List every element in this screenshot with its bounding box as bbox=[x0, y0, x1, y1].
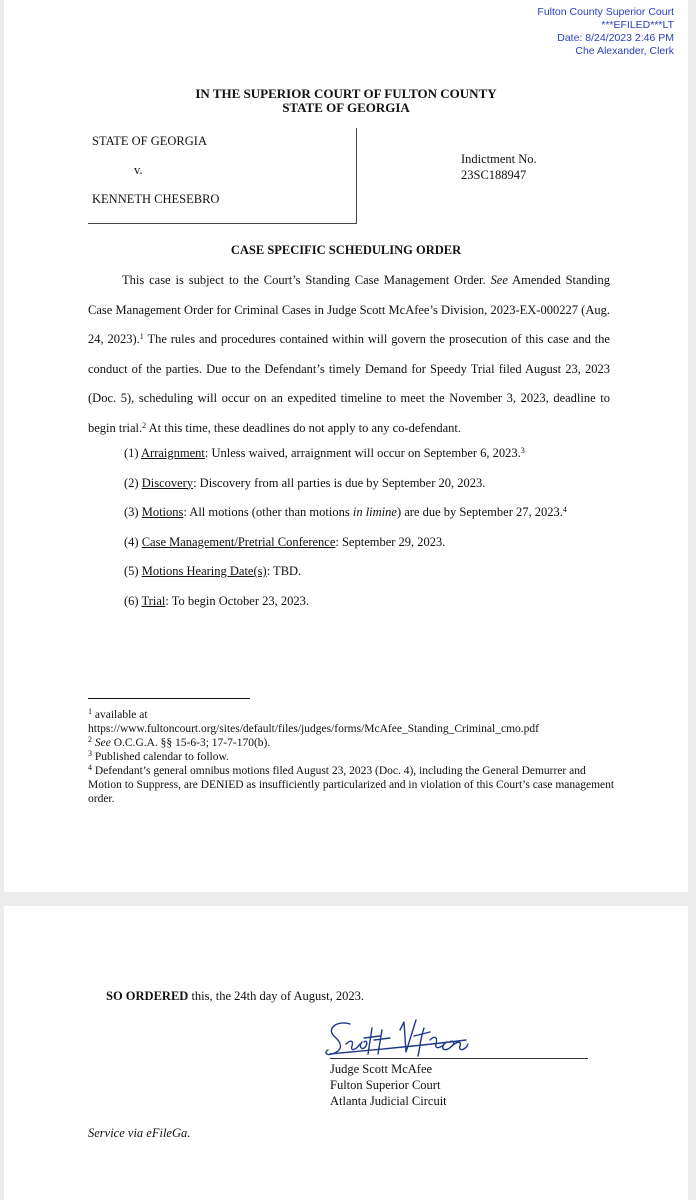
order-body bbox=[88, 266, 610, 443]
stamp-clerk: Che Alexander, Clerk bbox=[575, 45, 674, 57]
item-label: Motions Hearing Date(s) bbox=[141, 564, 267, 578]
signature-line bbox=[330, 1058, 588, 1059]
schedule-item-arraignment bbox=[124, 439, 567, 469]
footnote-text: O.C.G.A. §§ 15-6-3; 17-7-170(b). bbox=[113, 737, 271, 749]
item-label: Arraignment bbox=[141, 446, 205, 460]
stamp-date: Date: 8/24/2023 2:46 PM bbox=[557, 32, 674, 44]
body-sentence-1: This case is subject to the Court’s Standing Case Management Order. bbox=[122, 273, 486, 287]
item-text: : To begin October 23, 2023. bbox=[165, 593, 310, 608]
item-number: (2) bbox=[124, 475, 139, 490]
item-label: Case Management/Pretrial Conference bbox=[141, 534, 336, 549]
item-number: (1) bbox=[124, 446, 139, 460]
body-sentence-3: The rules and procedures contained within will govern the prosecution of this case and the conduct of the parties. Due to the Defendant’s timely Demand for Speedy Trial filed August 23, 2023 (Doc. 5), scheduling will occur on an expedited timeline to meet the November 3, 2023, deadline to begin trial. bbox=[88, 332, 610, 435]
footnotes bbox=[88, 708, 620, 806]
schedule-item-motions-hearing bbox=[124, 557, 567, 587]
efile-stamp bbox=[537, 6, 674, 58]
see-signal: See bbox=[490, 273, 508, 287]
see-signal: See bbox=[94, 737, 111, 749]
item-text-b: ) are due by September 27, 2023. bbox=[396, 505, 563, 519]
document-page-2 bbox=[4, 906, 688, 1200]
item-number: (4) bbox=[124, 534, 139, 549]
court-heading bbox=[4, 87, 688, 115]
footnote-3 bbox=[88, 750, 620, 764]
service-note: Service via eFileGa. bbox=[88, 1126, 191, 1140]
document-page-1 bbox=[4, 0, 688, 892]
item-italic: in limine bbox=[352, 505, 397, 519]
item-text: : Unless waived, arraignment will occur on September 6, 2023. bbox=[204, 446, 521, 460]
item-label: Motions bbox=[141, 505, 184, 519]
schedule-list bbox=[124, 439, 567, 616]
so-ordered-line bbox=[106, 989, 364, 1004]
order-date: this, the 24th day of August, 2023. bbox=[191, 989, 365, 1003]
footnote-text: Defendant’s general omnibus motions filed August 23, 2023 (Doc. 4), including the General Demurrer and Motion to Suppress, are DENIED as insufficiently particularized and in violation of this Court’s case management order. bbox=[88, 765, 615, 805]
so-ordered-label: SO ORDERED bbox=[106, 989, 189, 1003]
caption-versus: v. bbox=[134, 163, 143, 177]
footnote-text: available at bbox=[94, 709, 148, 721]
body-sentence-2: Amended Standing Case Management Order for Criminal Cases in Judge Scott McAfee’s Division, 2023-EX-000227 (Aug. 24, 2023). bbox=[88, 273, 611, 346]
item-label: Discovery bbox=[141, 475, 194, 490]
caption-divider-horizontal bbox=[88, 223, 357, 224]
footnote-1-url: https://www.fultoncourt.org/sites/default/files/judges/forms/McAfee_Standing_Criminal_cmo.pdf bbox=[88, 723, 539, 735]
item-text: : TBD. bbox=[266, 564, 302, 578]
body-sentence-4: At this time, these deadlines do not apply to any co-defendant. bbox=[148, 420, 462, 435]
caption-divider-vertical bbox=[356, 128, 357, 224]
footnote-ref-4: 4 bbox=[562, 505, 567, 514]
footnote-ref-3: 3 bbox=[520, 446, 525, 455]
footnote-2 bbox=[88, 736, 620, 750]
indictment-label: Indictment No. bbox=[461, 152, 537, 166]
judge-signature bbox=[320, 1010, 470, 1060]
caption-defendant: KENNETH CHESEBRO bbox=[92, 192, 220, 206]
footnote-text: Published calendar to follow. bbox=[94, 751, 229, 763]
footnote-number: 1 bbox=[88, 707, 92, 716]
footnote-ref-1: 1 bbox=[139, 332, 144, 341]
circuit-name: Atlanta Judicial Circuit bbox=[330, 1094, 447, 1108]
item-number: (5) bbox=[124, 564, 139, 578]
footnote-number: 2 bbox=[88, 735, 92, 744]
item-number: (3) bbox=[124, 505, 139, 519]
schedule-item-pretrial-conference bbox=[124, 528, 567, 558]
caption-plaintiff: STATE OF GEORGIA bbox=[92, 134, 207, 148]
court-heading-line1: IN THE SUPERIOR COURT OF FULTON COUNTY bbox=[195, 86, 497, 101]
footnote-4 bbox=[88, 764, 620, 806]
footnote-ref-2: 2 bbox=[142, 420, 147, 430]
court-name: Fulton Superior Court bbox=[330, 1078, 441, 1092]
item-label: Trial bbox=[141, 593, 166, 608]
stamp-court: Fulton County Superior Court bbox=[537, 6, 674, 18]
footnote-rule bbox=[88, 698, 250, 699]
footnote-number: 4 bbox=[88, 763, 92, 772]
footnote-number: 3 bbox=[88, 749, 92, 758]
item-text: : September 29, 2023. bbox=[335, 534, 446, 549]
indictment-number: 23SC188947 bbox=[461, 168, 527, 182]
item-number: (6) bbox=[124, 593, 139, 608]
footnote-1 bbox=[88, 708, 620, 722]
stamp-efiled: ***EFILED***LT bbox=[601, 19, 674, 31]
schedule-item-motions bbox=[124, 498, 567, 528]
item-text: : Discovery from all parties is due by September 20, 2023. bbox=[193, 475, 486, 490]
judge-name: Judge Scott McAfee bbox=[330, 1062, 433, 1076]
signature-block bbox=[330, 1061, 447, 1109]
body-paragraph bbox=[88, 266, 610, 443]
order-title: CASE SPECIFIC SCHEDULING ORDER bbox=[230, 243, 462, 257]
item-text-a: : All motions (other than motions bbox=[183, 505, 353, 519]
schedule-item-discovery bbox=[124, 469, 567, 499]
court-heading-line2: STATE OF GEORGIA bbox=[282, 100, 410, 115]
schedule-item-trial bbox=[124, 587, 567, 617]
